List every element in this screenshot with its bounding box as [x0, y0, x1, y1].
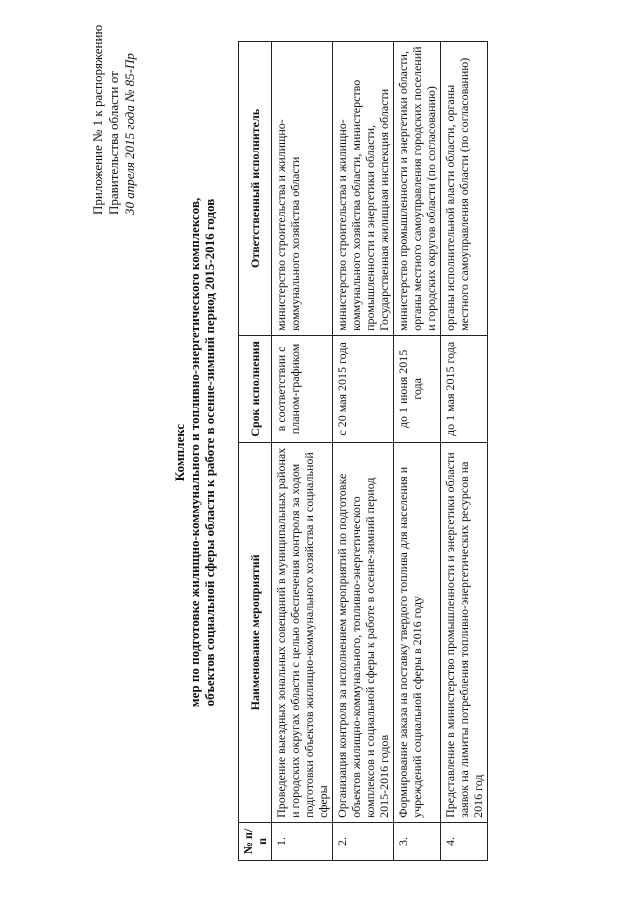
title-line-2: мер по подготовке жилищно-коммунального и топливно-энергетического комплексов,	[187, 197, 202, 708]
header-term: Срок исполнения	[239, 335, 272, 442]
row-num: 3.	[394, 822, 441, 860]
table-row	[272, 42, 333, 861]
title-line-3: объектов социальной сферы области к работе в осенне-зимний период 2015-2016 годов	[202, 198, 217, 707]
table-row	[333, 42, 394, 861]
row-term: до 1 июня 2015 года	[394, 335, 441, 442]
row-resp: министерство промышленности и энергетики области, органы местного самоуправления городских поселений и городских округов области (по согласованию)	[394, 42, 441, 336]
row-term: до 1 мая 2015 года	[441, 335, 488, 442]
header-resp: Ответственный исполнитель	[239, 42, 272, 336]
table-row	[394, 42, 441, 861]
appendix-line-1: Приложение № 1 к распоряжению	[90, 24, 105, 215]
appendix-line-3: 30 апреля 2015 года № 85-Пр	[122, 53, 137, 215]
header-num: № п/п	[239, 822, 272, 860]
title-line-1: Комплекс	[172, 423, 187, 482]
document-title	[172, 0, 217, 905]
row-term: с 20 мая 2015 года	[333, 335, 394, 442]
row-num: 4.	[441, 822, 488, 860]
appendix-note	[90, 0, 138, 215]
table-row	[441, 42, 488, 861]
appendix-line-2: Правительства области от	[106, 71, 121, 215]
measures-table	[238, 41, 488, 861]
row-term: в соответствии с планом-графиком	[272, 335, 333, 442]
row-resp: министерство строительства и жилищно-коммунального хозяйства области, министерство промышленности и энергетики области, Государственная жилищная инспекция области	[333, 42, 394, 336]
table-header-row	[239, 42, 272, 861]
header-name: Наименование мероприятий	[239, 442, 272, 822]
row-name: Проведение выездных зональных совещаний в муниципальных районах и городских округах области с целью обеспечения контроля за ходом подготовки объектов жилищно-коммунального хозяйства и социальной сферы	[272, 442, 333, 822]
row-name: Представление в министерство промышленности и энергетики области заявок на лимиты потребления топливно-энергетических ресурсов на 2016 год	[441, 442, 488, 822]
row-name: Организация контроля за исполнением мероприятий по подготовке объектов жилищно-коммунального, топливно-энергетического комплексов и социальной сферы к работе в осенне-зимний период 2015-2016 годов	[333, 442, 394, 822]
row-resp: органы исполнительной власти области, органы местного самоуправления области (по согласованию)	[441, 42, 488, 336]
row-resp: министерство строительства и жилищно-коммунального хозяйства области	[272, 42, 333, 336]
row-num: 2.	[333, 822, 394, 860]
row-name: Формирование заказа на поставку твердого топлива для населения и учреждений социальной сферы в 2016 году	[394, 442, 441, 822]
row-num: 1.	[272, 822, 333, 860]
